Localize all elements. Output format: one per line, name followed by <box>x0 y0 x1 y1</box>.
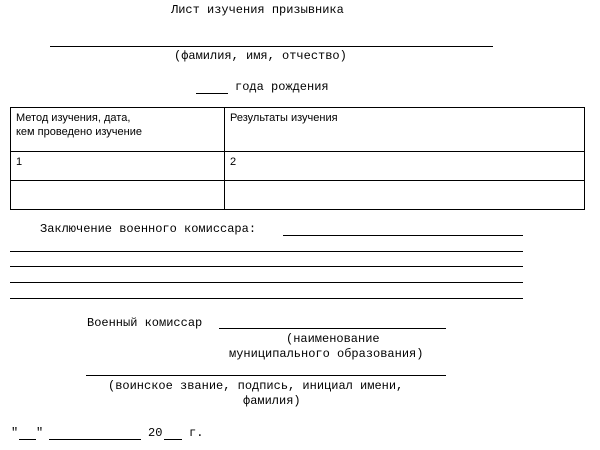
name-line <box>50 46 493 47</box>
date-year-line <box>164 439 182 440</box>
table-cell-empty <box>11 181 225 210</box>
signature-line <box>86 375 446 376</box>
table-cell-empty <box>225 181 585 210</box>
birth-year-line <box>196 93 228 94</box>
table-number-row <box>11 152 585 181</box>
table-number-2: 2 <box>225 152 585 181</box>
municipality-line <box>219 328 446 329</box>
date-quote-open: " <box>11 426 19 440</box>
conclusion-line <box>10 298 523 299</box>
signature-caption: фамилия) <box>243 394 301 408</box>
signature-caption: (воинское звание, подпись, инициал имени, <box>108 379 404 393</box>
date-day-line <box>19 439 36 440</box>
conclusion-line <box>10 251 523 252</box>
table-row <box>11 181 585 210</box>
municipality-caption: (наименование <box>286 332 380 346</box>
municipality-caption: муниципального образования) <box>229 347 424 361</box>
date-quote-close: " <box>36 426 44 440</box>
table-header-method: Метод изучения, дата, кем проведено изучение <box>11 108 225 152</box>
date-month-line <box>49 439 141 440</box>
birth-year-label: года рождения <box>235 80 329 94</box>
table-number-1: 1 <box>11 152 225 181</box>
date-year-suffix: г. <box>189 426 204 440</box>
name-caption: (фамилия, имя, отчество) <box>174 49 347 63</box>
conclusion-line <box>283 235 523 236</box>
table-header-row <box>11 108 585 152</box>
page-title: Лист изучения призывника <box>171 3 344 17</box>
conclusion-line <box>10 282 523 283</box>
date-year-prefix: 20 <box>148 426 163 440</box>
commissar-label: Военный комиссар <box>87 316 203 330</box>
conclusion-line <box>10 266 523 267</box>
conclusion-label: Заключение военного комиссара: <box>40 222 257 236</box>
study-table <box>10 107 585 210</box>
table-header-results: Результаты изучения <box>225 108 585 152</box>
